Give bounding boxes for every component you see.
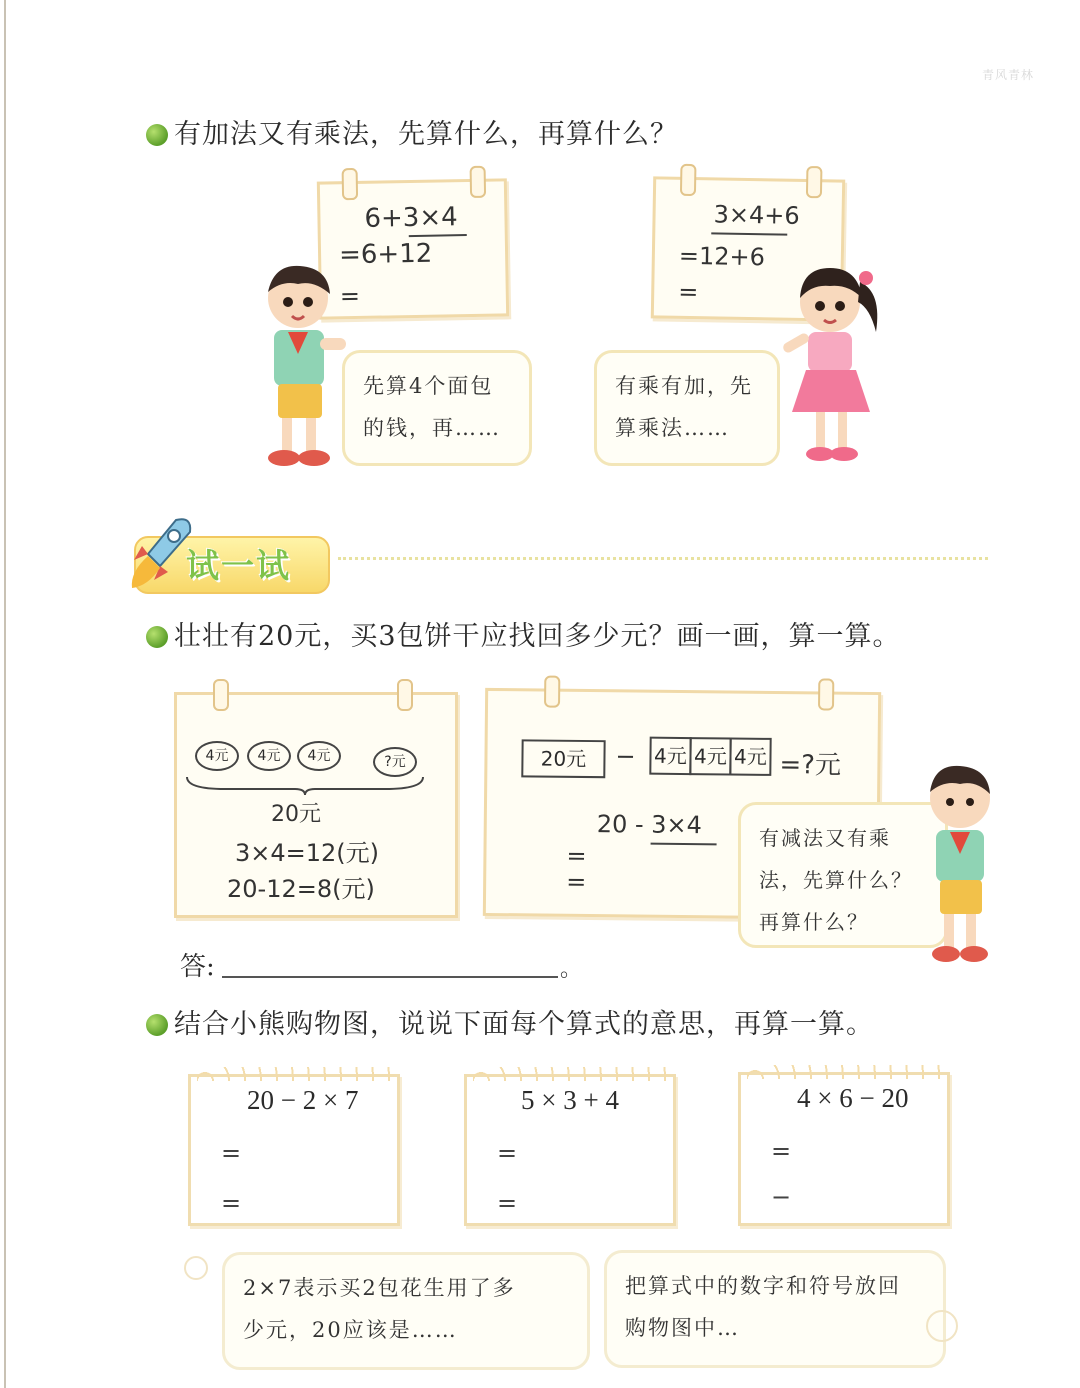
thinking-boy-illustration <box>918 760 998 966</box>
calc-line-3: = <box>339 281 361 311</box>
clip-icon <box>806 166 823 198</box>
equals-1: = <box>771 1137 792 1165</box>
equals-1: = <box>566 841 587 871</box>
bubble-line: 有减法又有乘 <box>759 826 891 850</box>
expression-card-2 <box>464 1074 676 1226</box>
green-bullet-icon <box>146 124 168 146</box>
girl-illustration <box>778 262 888 468</box>
drawing-card <box>174 692 458 918</box>
hint-line: 把算式中的数字和符号放回 <box>625 1274 901 1298</box>
underline-mark <box>409 234 467 237</box>
question-2-text: 壮壮有20元，买3包饼干应找回多少元？画一画，算一算。 <box>174 621 901 652</box>
answer-input-line[interactable] <box>222 976 558 978</box>
coin-4-yuan: 4元 <box>195 741 239 771</box>
card-wave-edge <box>747 1065 941 1079</box>
question-1 <box>146 112 678 151</box>
hint-bubble-left <box>222 1252 590 1370</box>
hint-line: 2×7表示买2包花生用了多 <box>243 1276 516 1300</box>
bubble-line: 的钱，再…… <box>363 416 501 440</box>
expression-text: 4 × 6 − 20 <box>797 1083 909 1113</box>
decorative-circle <box>184 1256 208 1280</box>
expression: 20 - 3×4 <box>596 810 703 840</box>
answer-label: 答: <box>180 952 215 982</box>
question-3-text: 结合小熊购物图，说说下面每个算式的意思，再算一算。 <box>174 1009 874 1040</box>
clip-icon <box>397 679 413 711</box>
equals-2: = <box>497 1189 518 1217</box>
expression-text: 20 − 2 × 7 <box>247 1085 359 1115</box>
boy-illustration <box>254 262 346 472</box>
calc-line-1: 6+3×4 <box>364 202 458 234</box>
hint-line: 少元，20应该是…… <box>243 1318 458 1342</box>
clip-icon <box>213 679 229 711</box>
total-label: 20元 <box>271 802 321 827</box>
expression-text: 5 × 3 + 4 <box>521 1085 619 1115</box>
page-margin-rule <box>4 0 6 1388</box>
coin-unknown: ?元 <box>373 747 417 777</box>
bubble-line: 先算4个面包 <box>363 374 494 398</box>
question-1-text: 有加法又有乘法，先算什么，再算什么？ <box>174 119 678 150</box>
watermark: 青风青林 <box>981 68 1034 82</box>
expression-card-3 <box>738 1072 950 1226</box>
price-box: 4元 <box>649 737 691 775</box>
speech-bubble-boy <box>342 350 532 466</box>
clip-icon <box>680 164 697 196</box>
hint-bubble-right <box>604 1250 946 1368</box>
bubble-line: 有乘有加，先 <box>615 374 753 398</box>
calc-line-2: =6+12 <box>338 238 433 271</box>
underline-mark <box>711 232 787 235</box>
price-box: 4元 <box>729 737 771 775</box>
coin-4-yuan: 4元 <box>297 741 341 771</box>
calc-line-3: = <box>677 277 699 307</box>
calc-line-2: =12+6 <box>678 241 766 272</box>
result-unknown: =?元 <box>779 750 842 781</box>
green-bullet-icon <box>146 626 168 648</box>
section-divider <box>338 557 988 560</box>
clip-icon <box>818 678 834 710</box>
clip-icon <box>470 166 487 198</box>
equals-2: = <box>221 1189 242 1217</box>
card-wave-edge <box>197 1067 391 1081</box>
equals-2: − <box>771 1183 792 1211</box>
card-wave-edge <box>473 1067 667 1081</box>
green-bullet-icon <box>146 1014 168 1036</box>
bubble-line: 法，先算什么？ <box>759 868 913 892</box>
bubble-line: 再算什么？ <box>759 910 869 934</box>
calc-line-2: 20-12=8(元) <box>227 875 375 903</box>
try-section-title: 试一试 <box>186 546 291 585</box>
minus-sign: − <box>615 742 636 771</box>
equals-1: = <box>497 1139 518 1167</box>
equals-2: = <box>566 867 587 897</box>
price-box: 4元 <box>689 737 731 775</box>
clip-icon <box>544 676 560 708</box>
underline-mark <box>651 843 717 846</box>
expression-card-1 <box>188 1074 400 1226</box>
question-3 <box>146 1002 874 1041</box>
bubble-line: 算乘法…… <box>615 416 730 440</box>
clip-icon <box>342 168 359 200</box>
equals-1: = <box>221 1139 242 1167</box>
hint-line: 购物图中… <box>625 1316 740 1340</box>
speech-bubble-girl <box>594 350 780 466</box>
brace-icon <box>185 775 425 797</box>
calc-line-1: 3×4=12(元) <box>235 839 380 867</box>
decorative-circle <box>926 1310 958 1342</box>
answer-end-mark: 。 <box>560 957 583 982</box>
question-2 <box>146 614 901 653</box>
calc-line-1: 3×4+6 <box>713 200 800 230</box>
total-box: 20元 <box>521 739 605 778</box>
coin-4-yuan: 4元 <box>247 741 291 771</box>
speech-bubble-thinking-boy <box>738 802 948 948</box>
